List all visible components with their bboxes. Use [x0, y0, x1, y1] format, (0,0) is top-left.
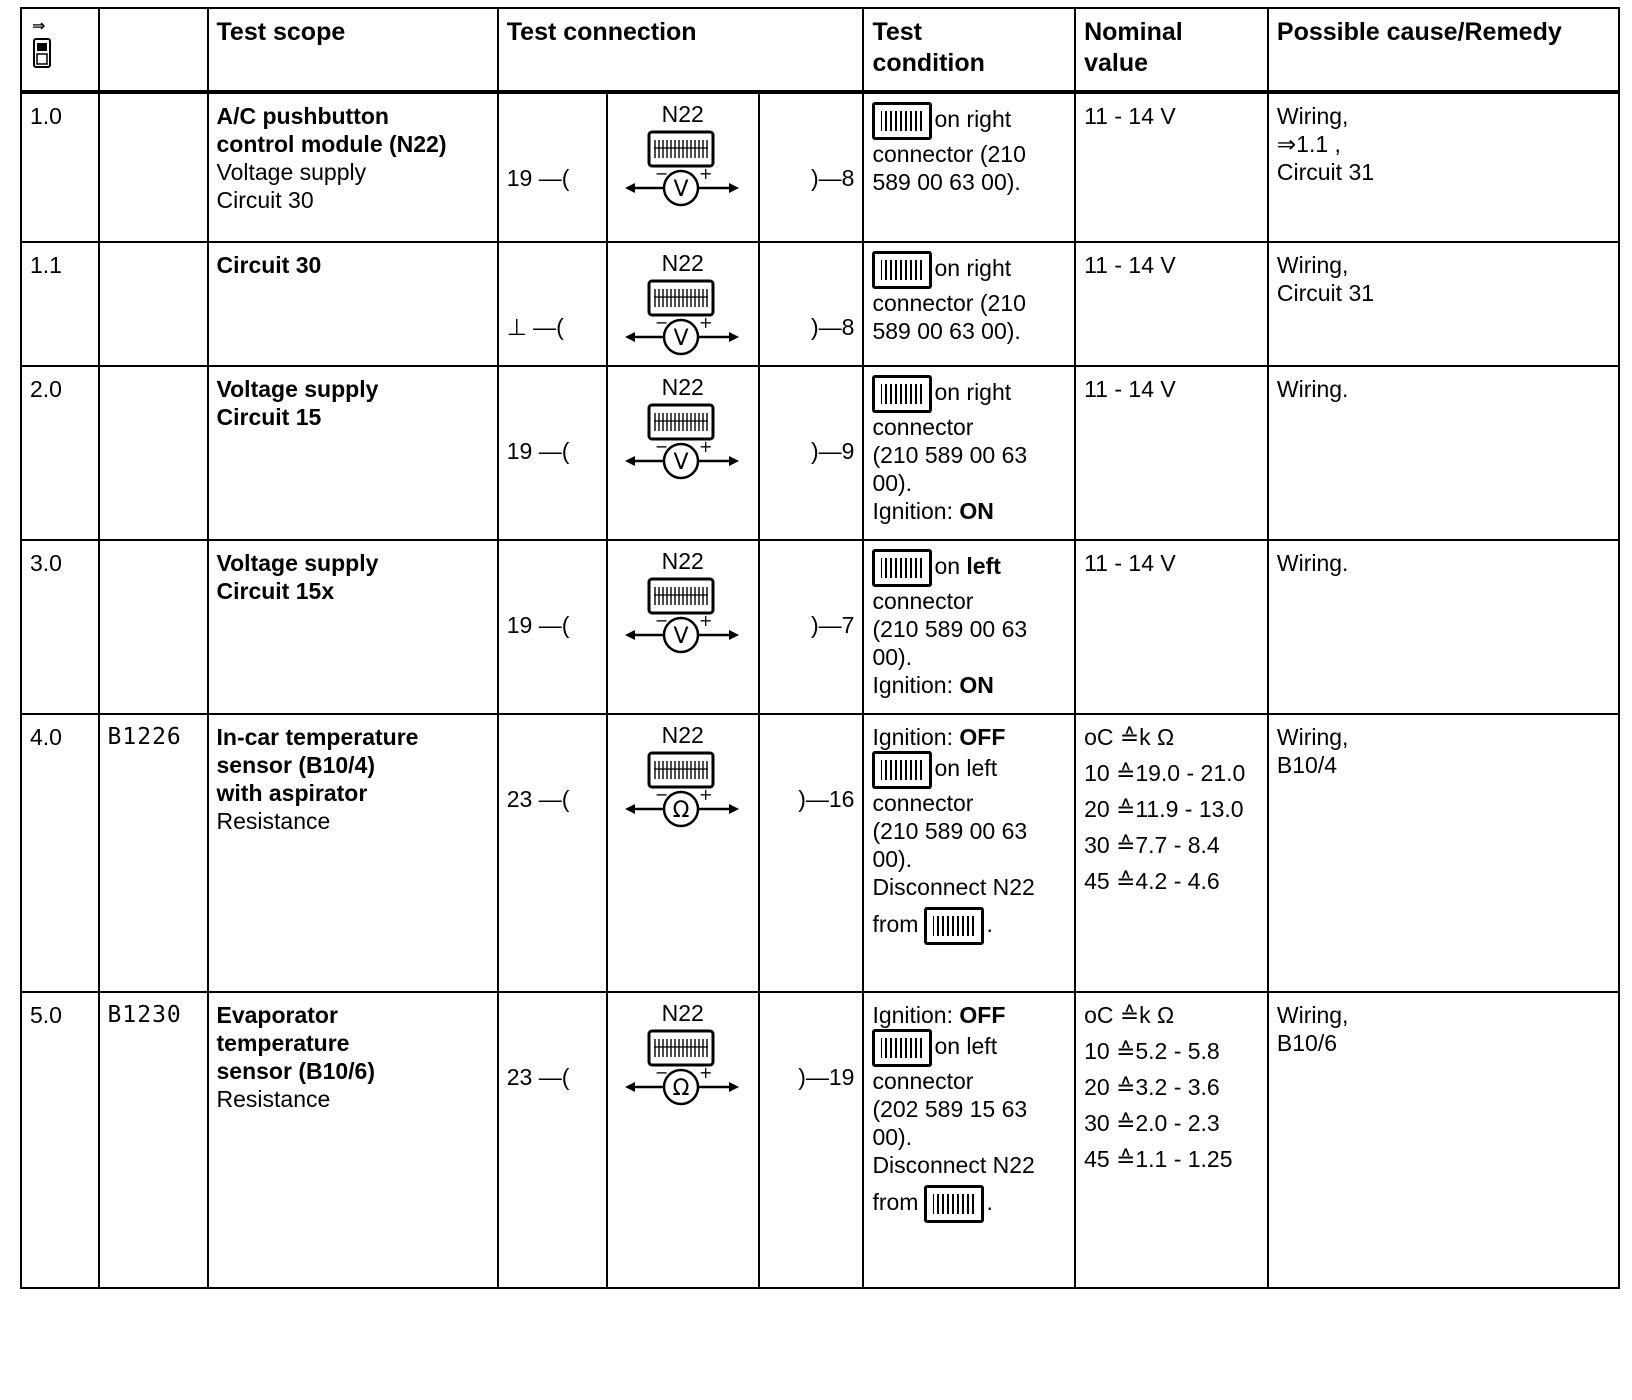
nominal-value: 11 - 14 V: [1084, 550, 1176, 576]
test-scope-title: with aspirator: [216, 780, 368, 806]
condition-line: [872, 1095, 1066, 1123]
remedy-cell: [1268, 242, 1619, 366]
condition-line: [872, 375, 1066, 413]
condition-text: (210 589 00 63: [872, 818, 1028, 844]
connector-box-icon: [924, 1185, 984, 1223]
svg-text:−: −: [654, 313, 669, 332]
row-number: 1.1: [21, 242, 99, 366]
remedy-cell: [1268, 714, 1619, 992]
condition-text: on left: [934, 755, 998, 782]
nominal-value: 11 - 14 V: [1084, 252, 1176, 278]
test-row: [21, 714, 1619, 992]
condition-line: [872, 1001, 1066, 1029]
connection-left-pin: 23 —(: [498, 992, 607, 1288]
svg-text:⇒: ⇒: [32, 17, 46, 35]
condition-text: connector (210: [872, 290, 1026, 316]
condition-text: 589 00 63 00).: [872, 318, 1021, 344]
fault-code: B1230: [99, 992, 208, 1288]
nominal-value: 45 ≙4.2 - 4.6: [1084, 868, 1220, 894]
fault-code: [99, 540, 208, 714]
nominal-value-cell: [1075, 366, 1268, 540]
remedy-cell: [1268, 540, 1619, 714]
condition-line: [872, 789, 1066, 817]
connector-box-icon: [872, 251, 932, 289]
svg-text:−: −: [654, 611, 669, 630]
condition-line: [872, 1029, 1066, 1067]
meter-label: N22: [661, 101, 704, 127]
multimeter-icon: [623, 130, 743, 210]
header-test-scope: Test scope: [208, 8, 498, 92]
condition-line: [872, 907, 1066, 945]
condition-line: [872, 140, 1066, 168]
test-condition-cell: [863, 540, 1075, 714]
condition-line: [872, 1123, 1066, 1151]
condition-line: [872, 643, 1066, 671]
test-condition-cell: [863, 992, 1075, 1288]
condition-text: Ignition:: [872, 1002, 960, 1028]
nominal-value: 20 ≙3.2 - 3.6: [1084, 1074, 1220, 1100]
test-scope-detail: Resistance: [216, 808, 331, 834]
condition-text: 00).: [872, 846, 913, 872]
svg-text:Ω: Ω: [672, 1076, 690, 1101]
condition-text: Ignition:: [872, 724, 960, 750]
connection-left-pin: 23 —(: [498, 714, 607, 992]
condition-text: 00).: [872, 1124, 913, 1150]
test-scope-title: Evaporator: [216, 1002, 338, 1028]
connector-box-icon: [872, 102, 932, 140]
condition-line: [872, 413, 1066, 441]
condition-period: .: [986, 911, 993, 938]
remedy-line: Circuit 31: [1276, 280, 1375, 306]
test-scope-cell: [208, 92, 498, 242]
row-number: 5.0: [21, 992, 99, 1288]
condition-text: connector: [872, 1068, 974, 1094]
connection-left-pin: ⊥ —(: [498, 242, 607, 366]
header-remedy: Possible cause/Remedy: [1268, 8, 1619, 92]
condition-text: 00).: [872, 470, 913, 496]
connection-right-pin: )—8: [759, 92, 864, 242]
remedy-line: Wiring,: [1276, 103, 1349, 129]
remedy-cell: [1268, 366, 1619, 540]
test-scope-detail: Circuit 30: [216, 187, 314, 213]
nominal-value: 30 ≙7.7 - 8.4: [1084, 832, 1220, 858]
nominal-value: oC ≙k Ω: [1084, 724, 1175, 750]
connection-right-pin: )—19: [759, 992, 864, 1288]
test-scope-detail: Voltage supply: [216, 159, 367, 185]
meter-cell: [607, 540, 759, 714]
test-scope-cell: [208, 366, 498, 540]
connection-right-pin: )—9: [759, 366, 864, 540]
condition-line: [872, 441, 1066, 469]
meter-cell: [607, 366, 759, 540]
meter-label: N22: [661, 722, 704, 748]
condition-text: on right: [934, 255, 1012, 282]
multimeter-icon: [623, 279, 743, 359]
condition-text: from: [872, 1189, 919, 1216]
meter-cell: [607, 992, 759, 1288]
connector-box-icon: [872, 1029, 932, 1067]
connection-right-pin: )—8: [759, 242, 864, 366]
test-table-sheet: [20, 7, 1620, 1289]
svg-text:−: −: [654, 1063, 669, 1082]
svg-text:+: +: [698, 611, 713, 630]
test-row: [21, 242, 1619, 366]
svg-text:−: −: [654, 164, 669, 183]
test-row: [21, 366, 1619, 540]
meter-label: N22: [661, 250, 704, 276]
condition-text: 589 00 63 00).: [872, 169, 1021, 195]
test-row: [21, 992, 1619, 1288]
condition-line: [872, 251, 1066, 289]
condition-line: [872, 1067, 1066, 1095]
connection-left-pin: 19 —(: [498, 92, 607, 242]
test-scope-title: Circuit 15: [216, 404, 322, 430]
condition-line: [872, 469, 1066, 497]
svg-text:+: +: [698, 785, 713, 804]
nominal-value-cell: [1075, 540, 1268, 714]
remedy-line: B10/4: [1276, 752, 1337, 778]
remedy-line: Circuit 31: [1276, 159, 1375, 185]
header-row: [21, 8, 1619, 92]
arrow-and-device-icon: [30, 17, 56, 73]
condition-line: [872, 497, 1066, 525]
condition-text: on right: [934, 379, 1012, 406]
test-scope-title: Voltage supply: [216, 376, 379, 402]
meter-cell: [607, 92, 759, 242]
header-test-connection: Test connection: [498, 8, 864, 92]
nominal-value: 30 ≙2.0 - 2.3: [1084, 1110, 1220, 1136]
remedy-line: Wiring.: [1276, 376, 1349, 402]
nominal-value: 45 ≙1.1 - 1.25: [1084, 1146, 1233, 1172]
remedy-line: Wiring.: [1276, 550, 1349, 576]
header-code: [99, 8, 208, 92]
condition-text: connector: [872, 588, 974, 614]
condition-line: [872, 845, 1066, 873]
condition-text: connector (210: [872, 141, 1026, 167]
condition-line: [872, 671, 1066, 699]
test-row: [21, 540, 1619, 714]
condition-line: [872, 817, 1066, 845]
multimeter-icon: [623, 751, 743, 831]
nominal-value-cell: [1075, 92, 1268, 242]
condition-text: 00).: [872, 644, 913, 670]
condition-line: [872, 723, 1066, 751]
condition-emphasis: OFF: [959, 724, 1006, 750]
fault-code: B1226: [99, 714, 208, 992]
test-condition-cell: [863, 714, 1075, 992]
condition-line: [872, 751, 1066, 789]
connection-left-pin: 19 —(: [498, 366, 607, 540]
test-scope-title: A/C pushbutton: [216, 103, 389, 129]
test-scope-title: Circuit 15x: [216, 578, 335, 604]
condition-line: [872, 587, 1066, 615]
test-scope-title: temperature: [216, 1030, 350, 1056]
nominal-value-cell: [1075, 242, 1268, 366]
test-table: [20, 7, 1620, 1289]
condition-emphasis: ON: [959, 672, 994, 698]
test-scope-cell: [208, 714, 498, 992]
remedy-line: B10/6: [1276, 1030, 1337, 1056]
row-number: 4.0: [21, 714, 99, 992]
row-number: 2.0: [21, 366, 99, 540]
condition-line: [872, 317, 1066, 345]
test-scope-title: Voltage supply: [216, 550, 379, 576]
meter-cell: [607, 242, 759, 366]
remedy-line: ⇒1.1 ,: [1276, 131, 1341, 157]
condition-emphasis: ON: [959, 498, 994, 524]
svg-text:+: +: [698, 437, 713, 456]
meter-label: N22: [661, 374, 704, 400]
svg-text:V: V: [673, 177, 689, 202]
svg-text:V: V: [673, 450, 689, 475]
condition-line: [872, 1151, 1066, 1179]
meter-cell: [607, 714, 759, 992]
test-scope-detail: Resistance: [216, 1086, 331, 1112]
condition-emphasis: OFF: [959, 1002, 1006, 1028]
connector-box-icon: [872, 751, 932, 789]
condition-text: on right: [934, 106, 1012, 133]
nominal-value: 10 ≙19.0 - 21.0: [1084, 760, 1246, 786]
condition-emphasis: left: [966, 553, 1001, 580]
condition-line: [872, 289, 1066, 317]
nominal-value: 10 ≙5.2 - 5.8: [1084, 1038, 1220, 1064]
row-number: 1.0: [21, 92, 99, 242]
condition-text: on: [934, 553, 967, 580]
connection-left-pin: 19 —(: [498, 540, 607, 714]
test-scope-title: sensor (B10/4): [216, 752, 376, 778]
test-scope-title: control module (N22): [216, 131, 447, 157]
test-scope-title: Circuit 30: [216, 252, 322, 278]
multimeter-icon: [623, 1029, 743, 1109]
svg-text:+: +: [698, 313, 713, 332]
row-number: 3.0: [21, 540, 99, 714]
nominal-value: oC ≙k Ω: [1084, 1002, 1175, 1028]
condition-text: (210 589 00 63: [872, 616, 1028, 642]
remedy-line: Wiring,: [1276, 724, 1349, 750]
connector-box-icon: [872, 375, 932, 413]
svg-text:+: +: [698, 1063, 713, 1082]
test-condition-cell: [863, 92, 1075, 242]
condition-line: [872, 615, 1066, 643]
svg-text:V: V: [673, 326, 689, 351]
nominal-value-cell: [1075, 714, 1268, 992]
connector-box-icon: [924, 907, 984, 945]
remedy-line: Wiring,: [1276, 1002, 1349, 1028]
test-condition-cell: [863, 242, 1075, 366]
test-scope-title: sensor (B10/6): [216, 1058, 376, 1084]
multimeter-icon: [623, 577, 743, 657]
remedy-line: Wiring,: [1276, 252, 1349, 278]
condition-text: (202 589 15 63: [872, 1096, 1028, 1122]
condition-line: [872, 1185, 1066, 1223]
condition-text: connector: [872, 790, 974, 816]
nominal-value: 11 - 14 V: [1084, 376, 1176, 402]
condition-text: Ignition:: [872, 672, 960, 698]
condition-text: Disconnect N22: [872, 1152, 1035, 1178]
test-scope-title: In-car temperature: [216, 724, 419, 750]
condition-text: Ignition:: [872, 498, 960, 524]
test-scope-cell: [208, 992, 498, 1288]
remedy-cell: [1268, 92, 1619, 242]
meter-label: N22: [661, 548, 704, 574]
test-scope-cell: [208, 242, 498, 366]
nominal-value-cell: [1075, 992, 1268, 1288]
svg-text:+: +: [698, 164, 713, 183]
svg-text:−: −: [654, 785, 669, 804]
test-row: [21, 92, 1619, 242]
condition-text: on left: [934, 1033, 998, 1060]
header-test-condition: Test condition: [863, 8, 1075, 92]
condition-line: [872, 102, 1066, 140]
condition-text: connector: [872, 414, 974, 440]
test-scope-cell: [208, 540, 498, 714]
svg-text:V: V: [673, 624, 689, 649]
svg-text:Ω: Ω: [672, 798, 690, 823]
condition-line: [872, 168, 1066, 196]
svg-text:−: −: [654, 437, 669, 456]
remedy-cell: [1268, 992, 1619, 1288]
condition-period: .: [986, 1189, 993, 1216]
connection-right-pin: )—16: [759, 714, 864, 992]
fault-code: [99, 242, 208, 366]
condition-line: [872, 873, 1066, 901]
fault-code: [99, 92, 208, 242]
condition-text: Disconnect N22: [872, 874, 1035, 900]
nominal-value: 20 ≙11.9 - 13.0: [1084, 796, 1244, 822]
test-condition-cell: [863, 366, 1075, 540]
multimeter-icon: [623, 403, 743, 483]
connector-box-icon: [872, 549, 932, 587]
meter-label: N22: [661, 1000, 704, 1026]
fault-code: [99, 366, 208, 540]
connection-right-pin: )—7: [759, 540, 864, 714]
header-icon-cell: [21, 8, 99, 92]
header-nominal-value: Nominal value: [1075, 8, 1268, 92]
condition-text: from: [872, 911, 919, 938]
condition-text: (210 589 00 63: [872, 442, 1028, 468]
condition-line: [872, 549, 1066, 587]
nominal-value: 11 - 14 V: [1084, 103, 1176, 129]
